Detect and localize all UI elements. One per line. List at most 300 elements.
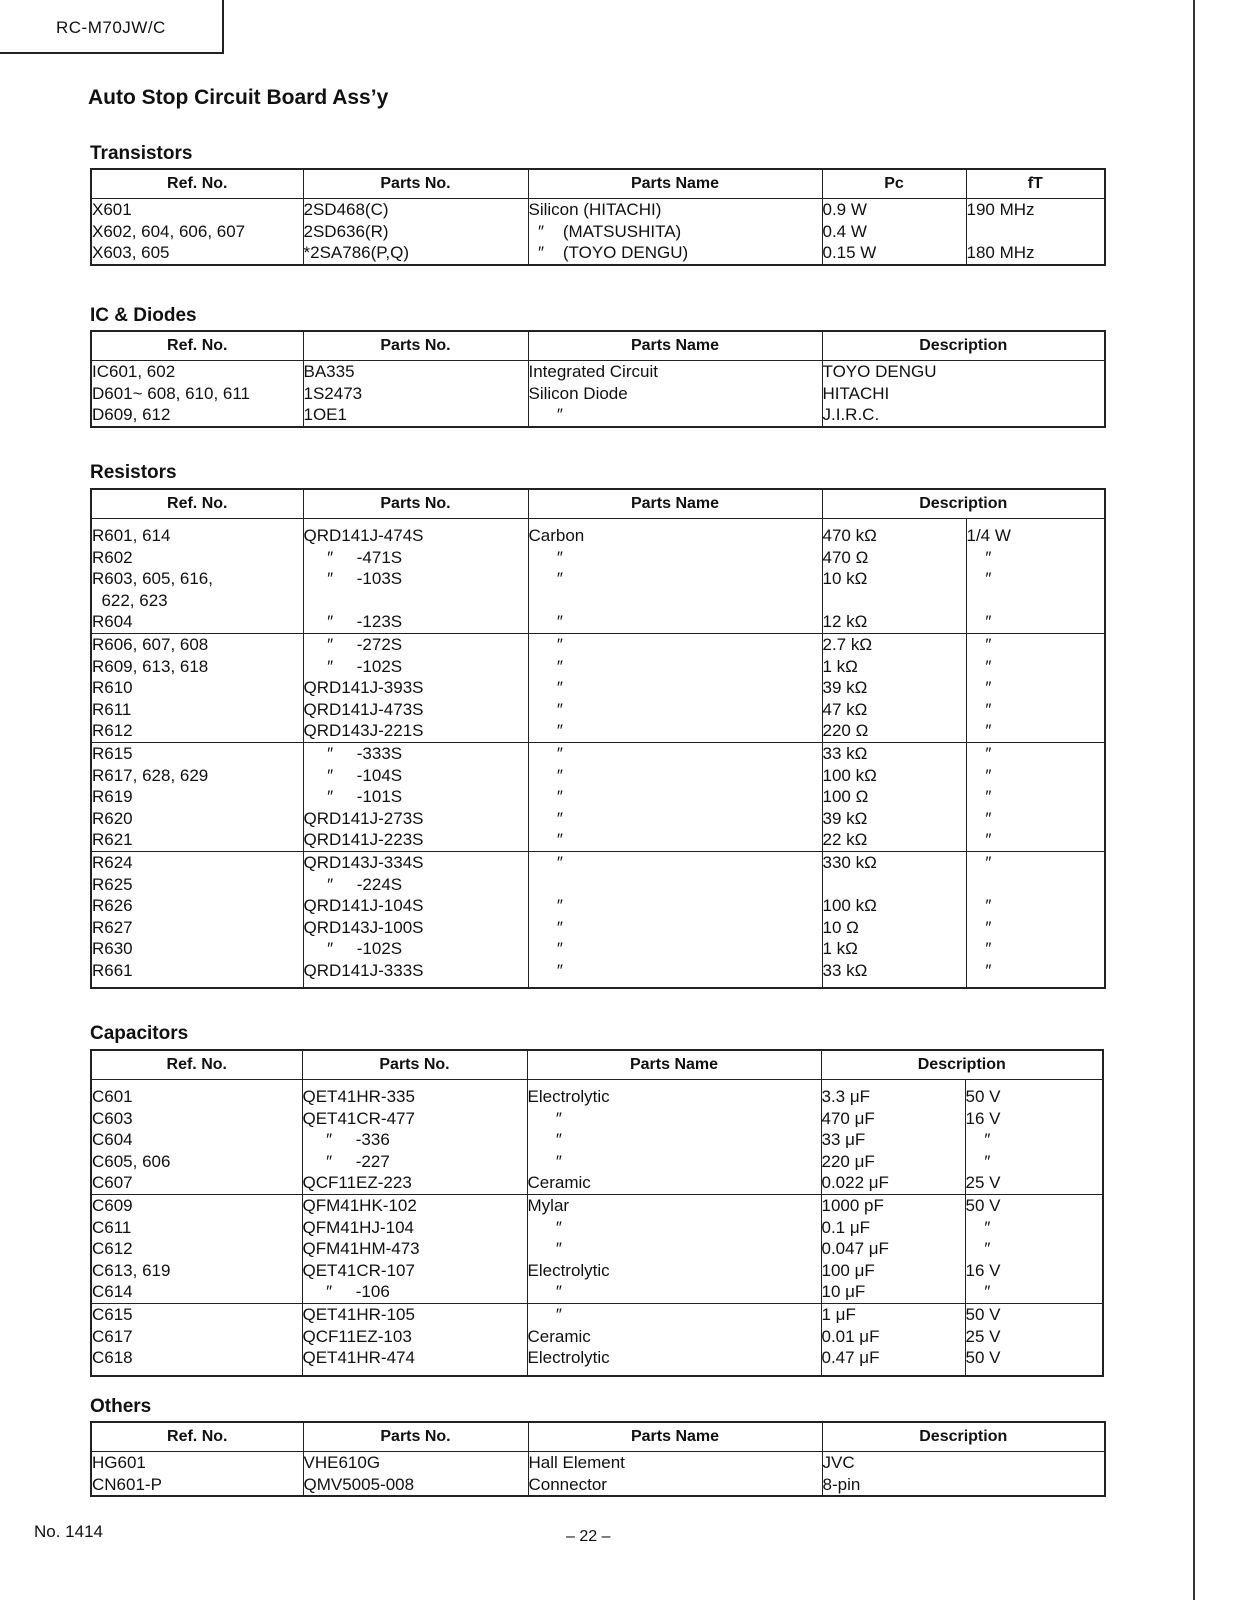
ref-cell [91, 1452, 303, 1497]
name-line: Electrolytic [527, 1348, 610, 1368]
parts-name-cell [528, 199, 822, 265]
ref-line: R601, 614 [92, 526, 171, 545]
ref-line: R619 [92, 787, 133, 807]
ref-line: CN601-P [92, 1474, 162, 1494]
part-line: QFM41HK-102 [302, 1195, 417, 1215]
rating-cell [965, 1303, 1103, 1375]
description-cell [822, 1452, 1105, 1497]
header-ref-no: Ref. No. [91, 331, 303, 361]
rating-cell [965, 1194, 1103, 1303]
section-title-resistors: Resistors [90, 462, 177, 483]
part-line: ″ -227 [302, 1151, 390, 1171]
name-line [529, 590, 822, 612]
part-line: ″ -123S [303, 612, 403, 632]
ref-line: R627 [92, 917, 133, 937]
ref-line: C617 [92, 1326, 133, 1346]
table-row-group [91, 519, 1105, 634]
name-line: ″ [527, 1108, 562, 1128]
value-line: 0.1 μF [821, 1217, 871, 1237]
ref-line: R624 [92, 852, 133, 872]
section-title-others: Others [90, 1396, 152, 1417]
value-line: 1000 pF [821, 1195, 884, 1215]
value-line [823, 590, 966, 612]
ref-line: R606, 607, 608 [92, 634, 209, 654]
part-line: QET41CR-477 [302, 1108, 415, 1128]
name-line: ″ [528, 743, 563, 763]
desc-line: HITACHI [822, 383, 890, 403]
rating-line: ″ [966, 960, 992, 980]
model-label-box [0, 0, 224, 54]
value-line: 100 μF [821, 1260, 875, 1280]
value-cell [822, 519, 966, 634]
ref-cell [91, 519, 303, 634]
parts-name-cell [527, 1080, 821, 1195]
name-line: Ceramic [527, 1326, 591, 1346]
ref-line: C601 [92, 1087, 133, 1106]
table-row-group [91, 361, 1105, 427]
rating-line: 25 V [965, 1173, 1001, 1193]
header-ref-no: Ref. No. [91, 489, 303, 519]
pc-cell [822, 199, 966, 265]
ref-cell [91, 199, 303, 265]
rating-line: ″ [966, 743, 992, 763]
name-line: ″ [528, 808, 563, 828]
part-line: *2SA786(P,Q) [303, 243, 410, 263]
page-number: – 22 – [566, 1528, 611, 1545]
table-header-row [91, 1050, 1103, 1080]
rating-line: ″ [966, 808, 992, 828]
document-number: No. 1414 [34, 1522, 103, 1541]
value-line: 10 kΩ [822, 569, 868, 589]
name-line: Mylar [527, 1195, 570, 1215]
name-line: ″ [528, 678, 563, 698]
rating-line: ″ [966, 634, 992, 654]
name-line [529, 874, 822, 896]
ref-line: R612 [92, 721, 133, 741]
value-line: 33 kΩ [822, 960, 868, 980]
part-line: QRD143J-334S [303, 852, 424, 872]
value-cell [822, 851, 966, 988]
value-line: 39 kΩ [822, 678, 868, 698]
name-line: ″ [527, 1217, 562, 1237]
ft-line: 190 MHz [966, 200, 1035, 219]
part-line: ″ -106 [302, 1282, 390, 1302]
name-line: ″ [527, 1239, 562, 1259]
rating-line: ″ [965, 1130, 991, 1150]
header-description: Description [821, 1050, 1103, 1080]
rating-line: 25 V [965, 1326, 1001, 1346]
value-line: 47 kΩ [822, 699, 868, 719]
table-header-row [91, 169, 1105, 199]
value-line: 2.7 kΩ [822, 634, 873, 654]
table-row-group [91, 199, 1105, 265]
value-line: 10 μF [821, 1282, 866, 1302]
name-line: ″ [528, 634, 563, 654]
ref-line: C613, 619 [92, 1260, 171, 1280]
header-description: Description [822, 489, 1105, 519]
name-line: ″ [528, 765, 563, 785]
ref-line: R625 [92, 874, 133, 894]
ref-line: C603 [92, 1108, 133, 1128]
parts-no-cell [303, 199, 528, 265]
ref-line: C605, 606 [92, 1151, 171, 1171]
ref-line: C614 [92, 1282, 133, 1302]
ref-line: D609, 612 [92, 405, 171, 425]
section-title-transistors: Transistors [90, 143, 193, 164]
part-line: ″ -102S [303, 656, 403, 676]
parts-no-cell [303, 742, 528, 851]
table-row-group [91, 633, 1105, 742]
header-parts-no: Parts No. [303, 489, 528, 519]
name-line: Carbon [528, 526, 585, 545]
header-parts-no: Parts No. [303, 169, 528, 199]
ref-line: R610 [92, 678, 133, 698]
name-line: ″ [528, 547, 563, 567]
rating-line: ″ [966, 569, 992, 589]
parts-name-cell [528, 851, 822, 988]
value-line: 220 Ω [822, 721, 869, 741]
parts-name-cell [528, 742, 822, 851]
value-line: 0.01 μF [821, 1326, 880, 1346]
table-header-row [91, 331, 1105, 361]
value-cell [822, 633, 966, 742]
name-line: ″ [527, 1130, 562, 1150]
ref-cell [91, 633, 303, 742]
ref-line: R602 [92, 547, 133, 567]
header-description: Description [822, 331, 1105, 361]
part-line: QRD141J-474S [303, 526, 424, 545]
name-line: Integrated Circuit [528, 362, 658, 381]
name-line: ″ (MATSUSHITA) [528, 221, 682, 241]
value-line: 22 kΩ [822, 830, 868, 850]
part-line: QET41CR-107 [302, 1260, 415, 1280]
ref-line: C604 [92, 1130, 133, 1150]
name-line: Silicon Diode [528, 383, 628, 403]
table-row-group [91, 742, 1105, 851]
parts-no-cell [302, 1194, 527, 1303]
ft-line [967, 221, 1105, 243]
pc-line: 0.15 W [822, 243, 877, 263]
rating-line: ″ [966, 547, 992, 567]
rating-cell [966, 851, 1105, 988]
ref-line: R617, 628, 629 [92, 765, 209, 785]
value-cell [821, 1303, 965, 1375]
ref-line: HG601 [92, 1453, 146, 1472]
part-line: ″ -333S [303, 743, 403, 763]
parts-name-cell [527, 1303, 821, 1375]
ref-line: X601 [92, 200, 132, 219]
ref-line: R630 [92, 939, 133, 959]
value-line: 470 μF [821, 1108, 875, 1128]
ic-diodes-table [90, 330, 1106, 428]
part-line [304, 590, 528, 612]
part-line: QCF11EZ-103 [302, 1326, 412, 1346]
name-line: ″ [527, 1304, 562, 1324]
header-parts-no: Parts No. [302, 1050, 527, 1080]
parts-name-cell [528, 519, 822, 634]
table-header-row [91, 1422, 1105, 1452]
part-line: QFM41HM-473 [302, 1239, 420, 1259]
name-line: ″ [527, 1282, 562, 1302]
ref-line: 622, 623 [92, 590, 168, 610]
value-line: 1 kΩ [822, 656, 858, 676]
parts-no-cell [303, 519, 528, 634]
header-ref-no: Ref. No. [91, 1422, 303, 1452]
parts-no-cell [303, 851, 528, 988]
rating-cell [966, 633, 1105, 742]
ref-cell [91, 1080, 302, 1195]
rating-line: ″ [965, 1151, 991, 1171]
part-line: QET41HR-105 [302, 1304, 415, 1324]
ref-cell [91, 1194, 302, 1303]
part-line: ″ -103S [303, 569, 403, 589]
ref-line: X602, 604, 606, 607 [92, 221, 246, 241]
table-row-group [91, 1452, 1105, 1497]
part-line: ″ -224S [303, 874, 403, 894]
ref-line: R621 [92, 830, 133, 850]
name-line: ″ [528, 405, 563, 425]
name-line: ″ [527, 1151, 562, 1171]
ref-line: IC601, 602 [92, 362, 176, 381]
transistors-table [90, 168, 1106, 266]
ref-line: C609 [92, 1195, 133, 1215]
ref-line: C618 [92, 1348, 133, 1368]
table-row-group [91, 1303, 1103, 1375]
rating-line: ″ [966, 852, 992, 872]
rating-line: ″ [966, 917, 992, 937]
parts-no-cell [303, 633, 528, 742]
rating-line: 50 V [965, 1087, 1001, 1106]
table-row-group [91, 851, 1105, 988]
value-cell [821, 1194, 965, 1303]
part-line: QRD141J-333S [303, 960, 424, 980]
ref-line: R615 [92, 743, 133, 763]
ref-cell [91, 742, 303, 851]
value-line: 33 μF [821, 1130, 866, 1150]
value-line: 10 Ω [822, 917, 859, 937]
header-description: Description [822, 1422, 1105, 1452]
value-line: 0.47 μF [821, 1348, 880, 1368]
rating-line: 16 V [965, 1108, 1001, 1128]
part-line: QET41HR-474 [302, 1348, 415, 1368]
table-row-group [91, 1194, 1103, 1303]
capacitors-table [90, 1049, 1104, 1377]
value-line [823, 874, 966, 896]
section-title-capacitors: Capacitors [90, 1023, 189, 1044]
rating-line: ″ [966, 787, 992, 807]
value-line: 33 kΩ [822, 743, 868, 763]
rating-line: ″ [966, 721, 992, 741]
rating-line: 50 V [965, 1348, 1001, 1368]
ref-line: X603, 605 [92, 243, 170, 263]
part-line: 2SD468(C) [303, 200, 389, 219]
header-parts-name: Parts Name [528, 489, 822, 519]
part-line: ″ -102S [303, 939, 403, 959]
part-line: QFM41HJ-104 [302, 1217, 414, 1237]
name-line: ″ [528, 699, 563, 719]
ref-cell [91, 1303, 302, 1375]
pc-line: 0.4 W [822, 221, 867, 241]
rating-line: ″ [965, 1217, 991, 1237]
part-line: ″ -272S [303, 634, 403, 654]
ref-line: R609, 613, 618 [92, 656, 209, 676]
rating-line: ″ [965, 1282, 991, 1302]
name-line: ″ [528, 721, 563, 741]
part-line: ″ -471S [303, 547, 403, 567]
value-line: 220 μF [821, 1151, 875, 1171]
value-line: 1 μF [821, 1304, 856, 1324]
part-line: 1S2473 [303, 383, 363, 403]
parts-no-cell [302, 1080, 527, 1195]
part-line: ″ -336 [302, 1130, 390, 1150]
part-line: QRD141J-393S [303, 678, 424, 698]
parts-no-cell [303, 361, 528, 427]
rating-line: ″ [966, 612, 992, 632]
value-line: 0.047 μF [821, 1239, 889, 1259]
name-line: ″ [528, 939, 563, 959]
rating-line: ″ [966, 830, 992, 850]
name-line: ″ [528, 917, 563, 937]
rating-line: 50 V [965, 1195, 1001, 1215]
ref-line: R603, 605, 616, [92, 569, 213, 589]
page-edge-line [1193, 0, 1195, 1600]
header-ref-no: Ref. No. [91, 1050, 302, 1080]
part-line: QRD141J-104S [303, 896, 424, 916]
part-line: QRD141J-273S [303, 808, 424, 828]
part-line: 1OE1 [303, 405, 347, 425]
parts-no-cell [302, 1303, 527, 1375]
value-line: 1 kΩ [822, 939, 858, 959]
others-table [90, 1421, 1106, 1497]
parts-name-cell [528, 633, 822, 742]
ref-line: C611 [92, 1217, 132, 1237]
value-line: 330 kΩ [822, 852, 877, 872]
header-parts-name: Parts Name [528, 331, 822, 361]
rating-cell [966, 742, 1105, 851]
ref-line: R626 [92, 896, 133, 916]
rating-line: ″ [966, 939, 992, 959]
table-header-row [91, 489, 1105, 519]
name-line: Hall Element [528, 1453, 625, 1472]
desc-line: JVC [822, 1453, 855, 1472]
rating-line: ″ [966, 699, 992, 719]
parts-name-cell [528, 361, 822, 427]
part-line: ″ -101S [303, 787, 403, 807]
header-parts-no: Parts No. [303, 1422, 528, 1452]
name-line: ″ [528, 787, 563, 807]
table-row-group [91, 1080, 1103, 1195]
rating-line [967, 874, 1105, 896]
value-line: 39 kΩ [822, 808, 868, 828]
model-number: RC-M70JW/C [56, 18, 166, 37]
pc-line: 0.9 W [822, 200, 867, 219]
value-line: 100 Ω [822, 787, 869, 807]
ref-cell [91, 851, 303, 988]
rating-cell [965, 1080, 1103, 1195]
part-line: QRD141J-473S [303, 699, 424, 719]
name-line: Ceramic [527, 1173, 591, 1193]
part-line: VHE610G [303, 1453, 381, 1472]
rating-line: ″ [966, 678, 992, 698]
rating-line: 1/4 W [966, 526, 1011, 545]
parts-name-cell [528, 1452, 822, 1497]
rating-line: ″ [966, 765, 992, 785]
rating-line: ″ [966, 896, 992, 916]
value-line: 0.022 μF [821, 1173, 889, 1193]
header-parts-no: Parts No. [303, 331, 528, 361]
rating-line [967, 590, 1105, 612]
value-line: 12 kΩ [822, 612, 868, 632]
page-title: Auto Stop Circuit Board Ass’y [88, 86, 389, 109]
header-ft: fT [966, 169, 1105, 199]
ref-line: C612 [92, 1239, 133, 1259]
parts-name-cell [527, 1194, 821, 1303]
ft-line: 180 MHz [966, 243, 1035, 263]
name-line: ″ [528, 830, 563, 850]
rating-line: ″ [965, 1239, 991, 1259]
header-parts-name: Parts Name [527, 1050, 821, 1080]
ref-cell [91, 361, 303, 427]
value-line: 100 kΩ [822, 896, 877, 916]
name-line: ″ [528, 656, 563, 676]
desc-line: TOYO DENGU [822, 362, 937, 381]
part-line: QCF11EZ-223 [302, 1173, 412, 1193]
name-line: ″ [528, 960, 563, 980]
name-line: Silicon (HITACHI) [528, 200, 662, 219]
name-line: ″ [528, 569, 563, 589]
resistors-table [90, 488, 1106, 989]
ft-cell [966, 199, 1105, 265]
part-line: QRD141J-223S [303, 830, 424, 850]
name-line: Electrolytic [527, 1260, 610, 1280]
name-line: ″ [528, 612, 563, 632]
part-line: QET41HR-335 [302, 1087, 415, 1106]
desc-line: 8-pin [822, 1474, 861, 1494]
ref-line: C615 [92, 1304, 133, 1324]
rating-line: ″ [966, 656, 992, 676]
value-cell [822, 742, 966, 851]
header-parts-name: Parts Name [528, 1422, 822, 1452]
ref-line: C607 [92, 1173, 133, 1193]
name-line: ″ [528, 896, 563, 916]
name-line: ″ [528, 852, 563, 872]
description-cell [822, 361, 1105, 427]
rating-line: 50 V [965, 1304, 1001, 1324]
section-title-ic-diodes: IC & Diodes [90, 305, 197, 326]
desc-line: J.I.R.C. [822, 405, 880, 425]
ref-line: D601~ 608, 610, 611 [92, 383, 251, 403]
rating-cell [966, 519, 1105, 634]
value-cell [821, 1080, 965, 1195]
value-line: 470 Ω [822, 547, 869, 567]
name-line: Connector [528, 1474, 607, 1494]
rating-line: 16 V [965, 1260, 1001, 1280]
ref-line: R611 [92, 699, 132, 719]
value-line: 3.3 μF [821, 1087, 871, 1106]
header-parts-name: Parts Name [528, 169, 822, 199]
parts-no-cell [303, 1452, 528, 1497]
part-line: 2SD636(R) [303, 221, 389, 241]
part-line: BA335 [303, 362, 355, 381]
header-pc: Pc [822, 169, 966, 199]
part-line: QRD143J-221S [303, 721, 424, 741]
value-line: 100 kΩ [822, 765, 877, 785]
part-line: QMV5005-008 [303, 1474, 415, 1494]
header-ref-no: Ref. No. [91, 169, 303, 199]
name-line: ″ (TOYO DENGU) [528, 243, 689, 263]
part-line: ″ -104S [303, 765, 403, 785]
ref-line: R620 [92, 808, 133, 828]
